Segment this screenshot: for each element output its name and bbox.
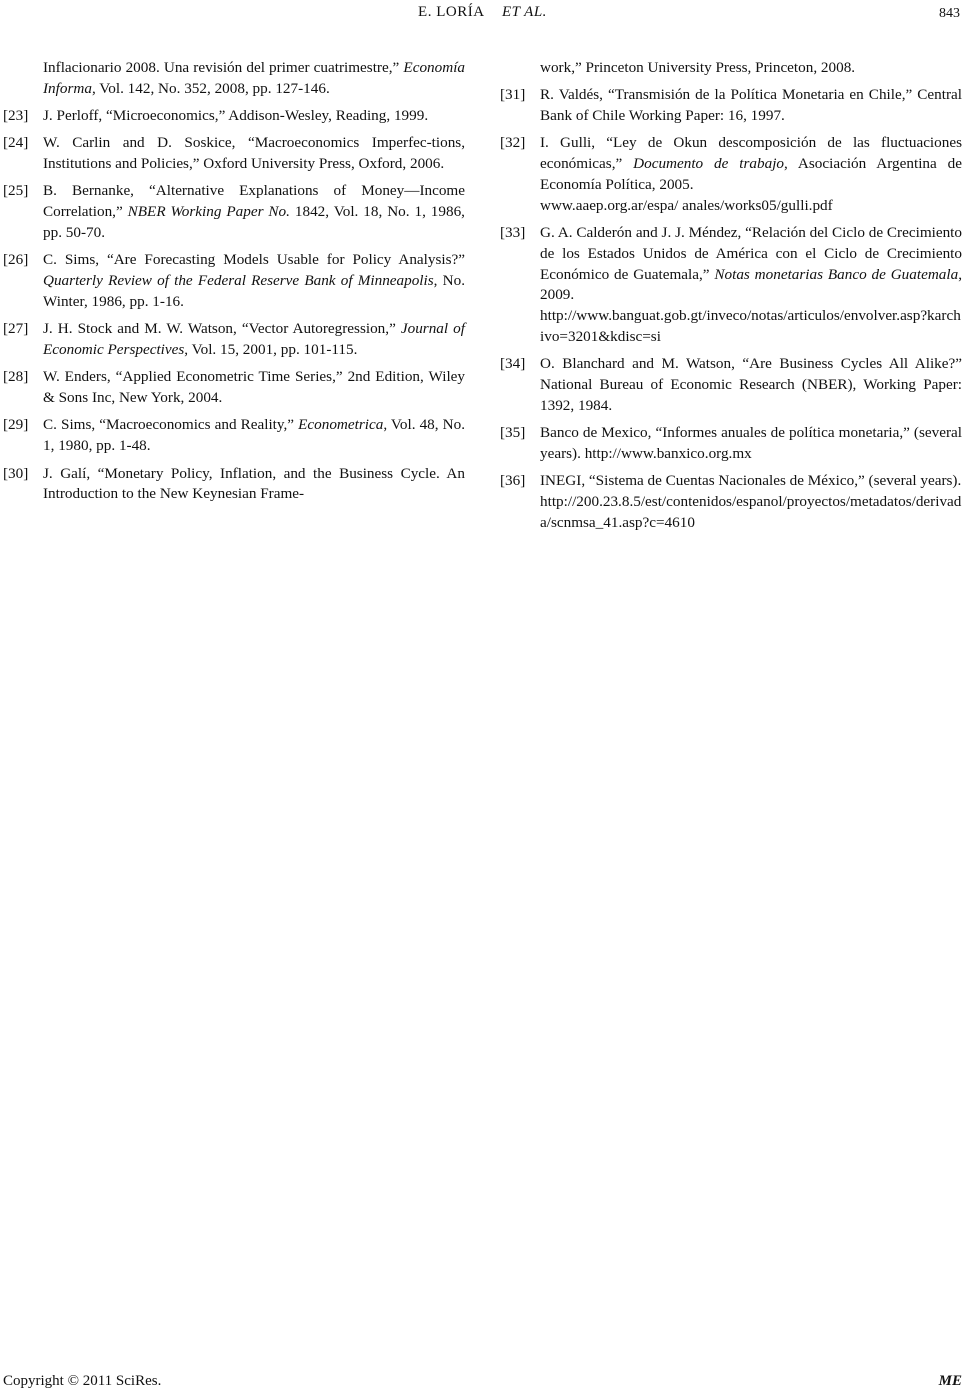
reference-number: [27] — [3, 320, 29, 338]
footer-copyright: Copyright © 2011 SciRes. — [3, 1373, 162, 1389]
reference-33 — [500, 223, 962, 348]
reference-text: , Vol. 48, No. 1, 1980, pp. 1-48. — [43, 416, 465, 455]
reference-30 — [3, 464, 465, 506]
header-author: E. LORÍA — [418, 4, 484, 20]
footer-journal-abbr: ME — [938, 1373, 962, 1389]
reference-text: INEGI, “Sistema de Cuentas Nacionales de México,” (several years). — [540, 472, 962, 490]
reference-text: work,” Princeton University Press, Princeton, 2008. — [540, 59, 856, 76]
reference-text: J. Perloff, “Microeconomics,” Addison-Wesley, Reading, 1999. — [43, 107, 429, 125]
reference-number: [29] — [3, 416, 29, 434]
reference-text: O. Blanchard and M. Watson, “Are Business Cycles All Alike?” National Bureau of Economic Research (NBER), Working Paper: 1392, 1984. — [540, 355, 962, 414]
reference-text: W. Enders, “Applied Econometric Time Series,” 2nd Edition, Wiley & Sons Inc, New York, 2004. — [43, 368, 465, 407]
reference-text: C. Sims, “Are Forecasting Models Usable for Policy Analysis?” — [43, 251, 465, 269]
reference-journal: Economía Informa — [43, 59, 466, 97]
reference-number: [35] — [500, 424, 526, 442]
reference-26 — [3, 250, 465, 312]
reference-journal: Econometrica — [298, 416, 384, 434]
reference-text: , No. Winter, 1986, pp. 1-16. — [43, 272, 466, 310]
reference-text: Inflacionario 2008. Una revisión del primer cuatrimestre,” — [43, 59, 400, 76]
header-etal: ET AL. — [501, 4, 547, 20]
reference-23 — [3, 106, 465, 127]
reference-text: , 2009. — [540, 265, 962, 304]
reference-number: [31] — [500, 86, 526, 104]
reference-35 — [500, 423, 962, 465]
reference-text: I. Gulli, “Ley de Okun descomposición de las fluctuaciones económicas,” — [540, 134, 962, 173]
reference-36 — [500, 471, 962, 533]
reference-text: , Vol. 15, 2001, pp. 101-115. — [184, 341, 358, 359]
reference-text: , Vol. 142, No. 352, 2008, pp. 127-146. — [91, 79, 330, 97]
reference-29 — [3, 415, 465, 457]
reference-34 — [500, 354, 962, 416]
reference-number: [32] — [500, 134, 526, 152]
reference-text: G. A. Calderón and J. J. Méndez, “Relación del Ciclo de Crecimiento de los Estados Unidos de América con el Ciclo de Crecimiento Económico de Guatemala,” — [540, 224, 962, 283]
reference-journal: NBER Working Paper No. — [127, 203, 290, 221]
reference-number: [30] — [3, 464, 29, 482]
reference-continuation — [3, 58, 465, 100]
page-number: 843 — [939, 6, 960, 21]
reference-number: [23] — [3, 107, 29, 125]
reference-28 — [3, 367, 465, 409]
reference-31 — [500, 85, 962, 127]
reference-number: [34] — [500, 355, 526, 373]
reference-url[interactable]: http://200.23.8.5/est/contenidos/espanol/proyectos/metadatos/derivada/scnmsa_41.asp?c=4610 — [540, 493, 962, 531]
reference-journal: Quarterly Review of the Federal Reserve Bank of Minneapolis — [43, 272, 434, 290]
reference-text: Banco de Mexico, “Informes anuales de política monetaria,” (several years). http://www.banxico.org.mx — [540, 424, 962, 463]
reference-number: [28] — [3, 368, 29, 386]
reference-continuation — [500, 58, 962, 79]
references-right-column — [500, 58, 962, 540]
reference-text: J. H. Stock and M. W. Watson, “Vector Autoregression,” — [43, 320, 401, 338]
reference-number: [33] — [500, 224, 526, 242]
reference-journal: Notas monetarias Banco de Guatemala — [714, 265, 959, 283]
reference-text: B. Bernanke, “Alternative Explanations of Money—Income Correlation,” — [43, 182, 465, 221]
reference-24 — [3, 133, 465, 175]
running-header — [0, 4, 965, 21]
reference-number: [25] — [3, 182, 29, 200]
reference-url[interactable]: www.aaep.org.ar/espa/ anales/works05/gulli.pdf — [540, 196, 833, 214]
reference-text: C. Sims, “Macroeconomics and Reality,” — [43, 416, 299, 434]
reference-25 — [3, 181, 465, 243]
reference-number: [36] — [500, 472, 526, 490]
reference-journal: Documento de trabajo — [633, 155, 785, 173]
reference-journal: Journal of Economic Perspectives — [43, 320, 465, 359]
reference-text: R. Valdés, “Transmisión de la Política Monetaria en Chile,” Central Bank of Chile Working Paper: 16, 1997. — [540, 86, 962, 125]
reference-text: , Asociación Argentina de Economía Política, 2005. — [540, 155, 962, 193]
reference-text: 1842, Vol. 18, No. 1, 1986, pp. 50-70. — [43, 203, 465, 242]
references-left-column — [3, 58, 465, 512]
reference-text: J. Galí, “Monetary Policy, Inflation, and the Business Cycle. An Introduction to the New Keynesian Frame- — [43, 464, 465, 503]
reference-27 — [3, 319, 465, 361]
reference-number: [24] — [3, 134, 29, 152]
reference-number: [26] — [3, 251, 29, 269]
reference-32 — [500, 133, 962, 216]
reference-text: W. Carlin and D. Soskice, “Macroeconomics Imperfec-tions, Institutions and Policies,” Oxford University Press, Oxford, 2006. — [43, 134, 465, 173]
reference-url[interactable]: http://www.banguat.gob.gt/inveco/notas/articulos/envolver.asp?karchivo=3201&kdisc=si — [540, 307, 961, 346]
